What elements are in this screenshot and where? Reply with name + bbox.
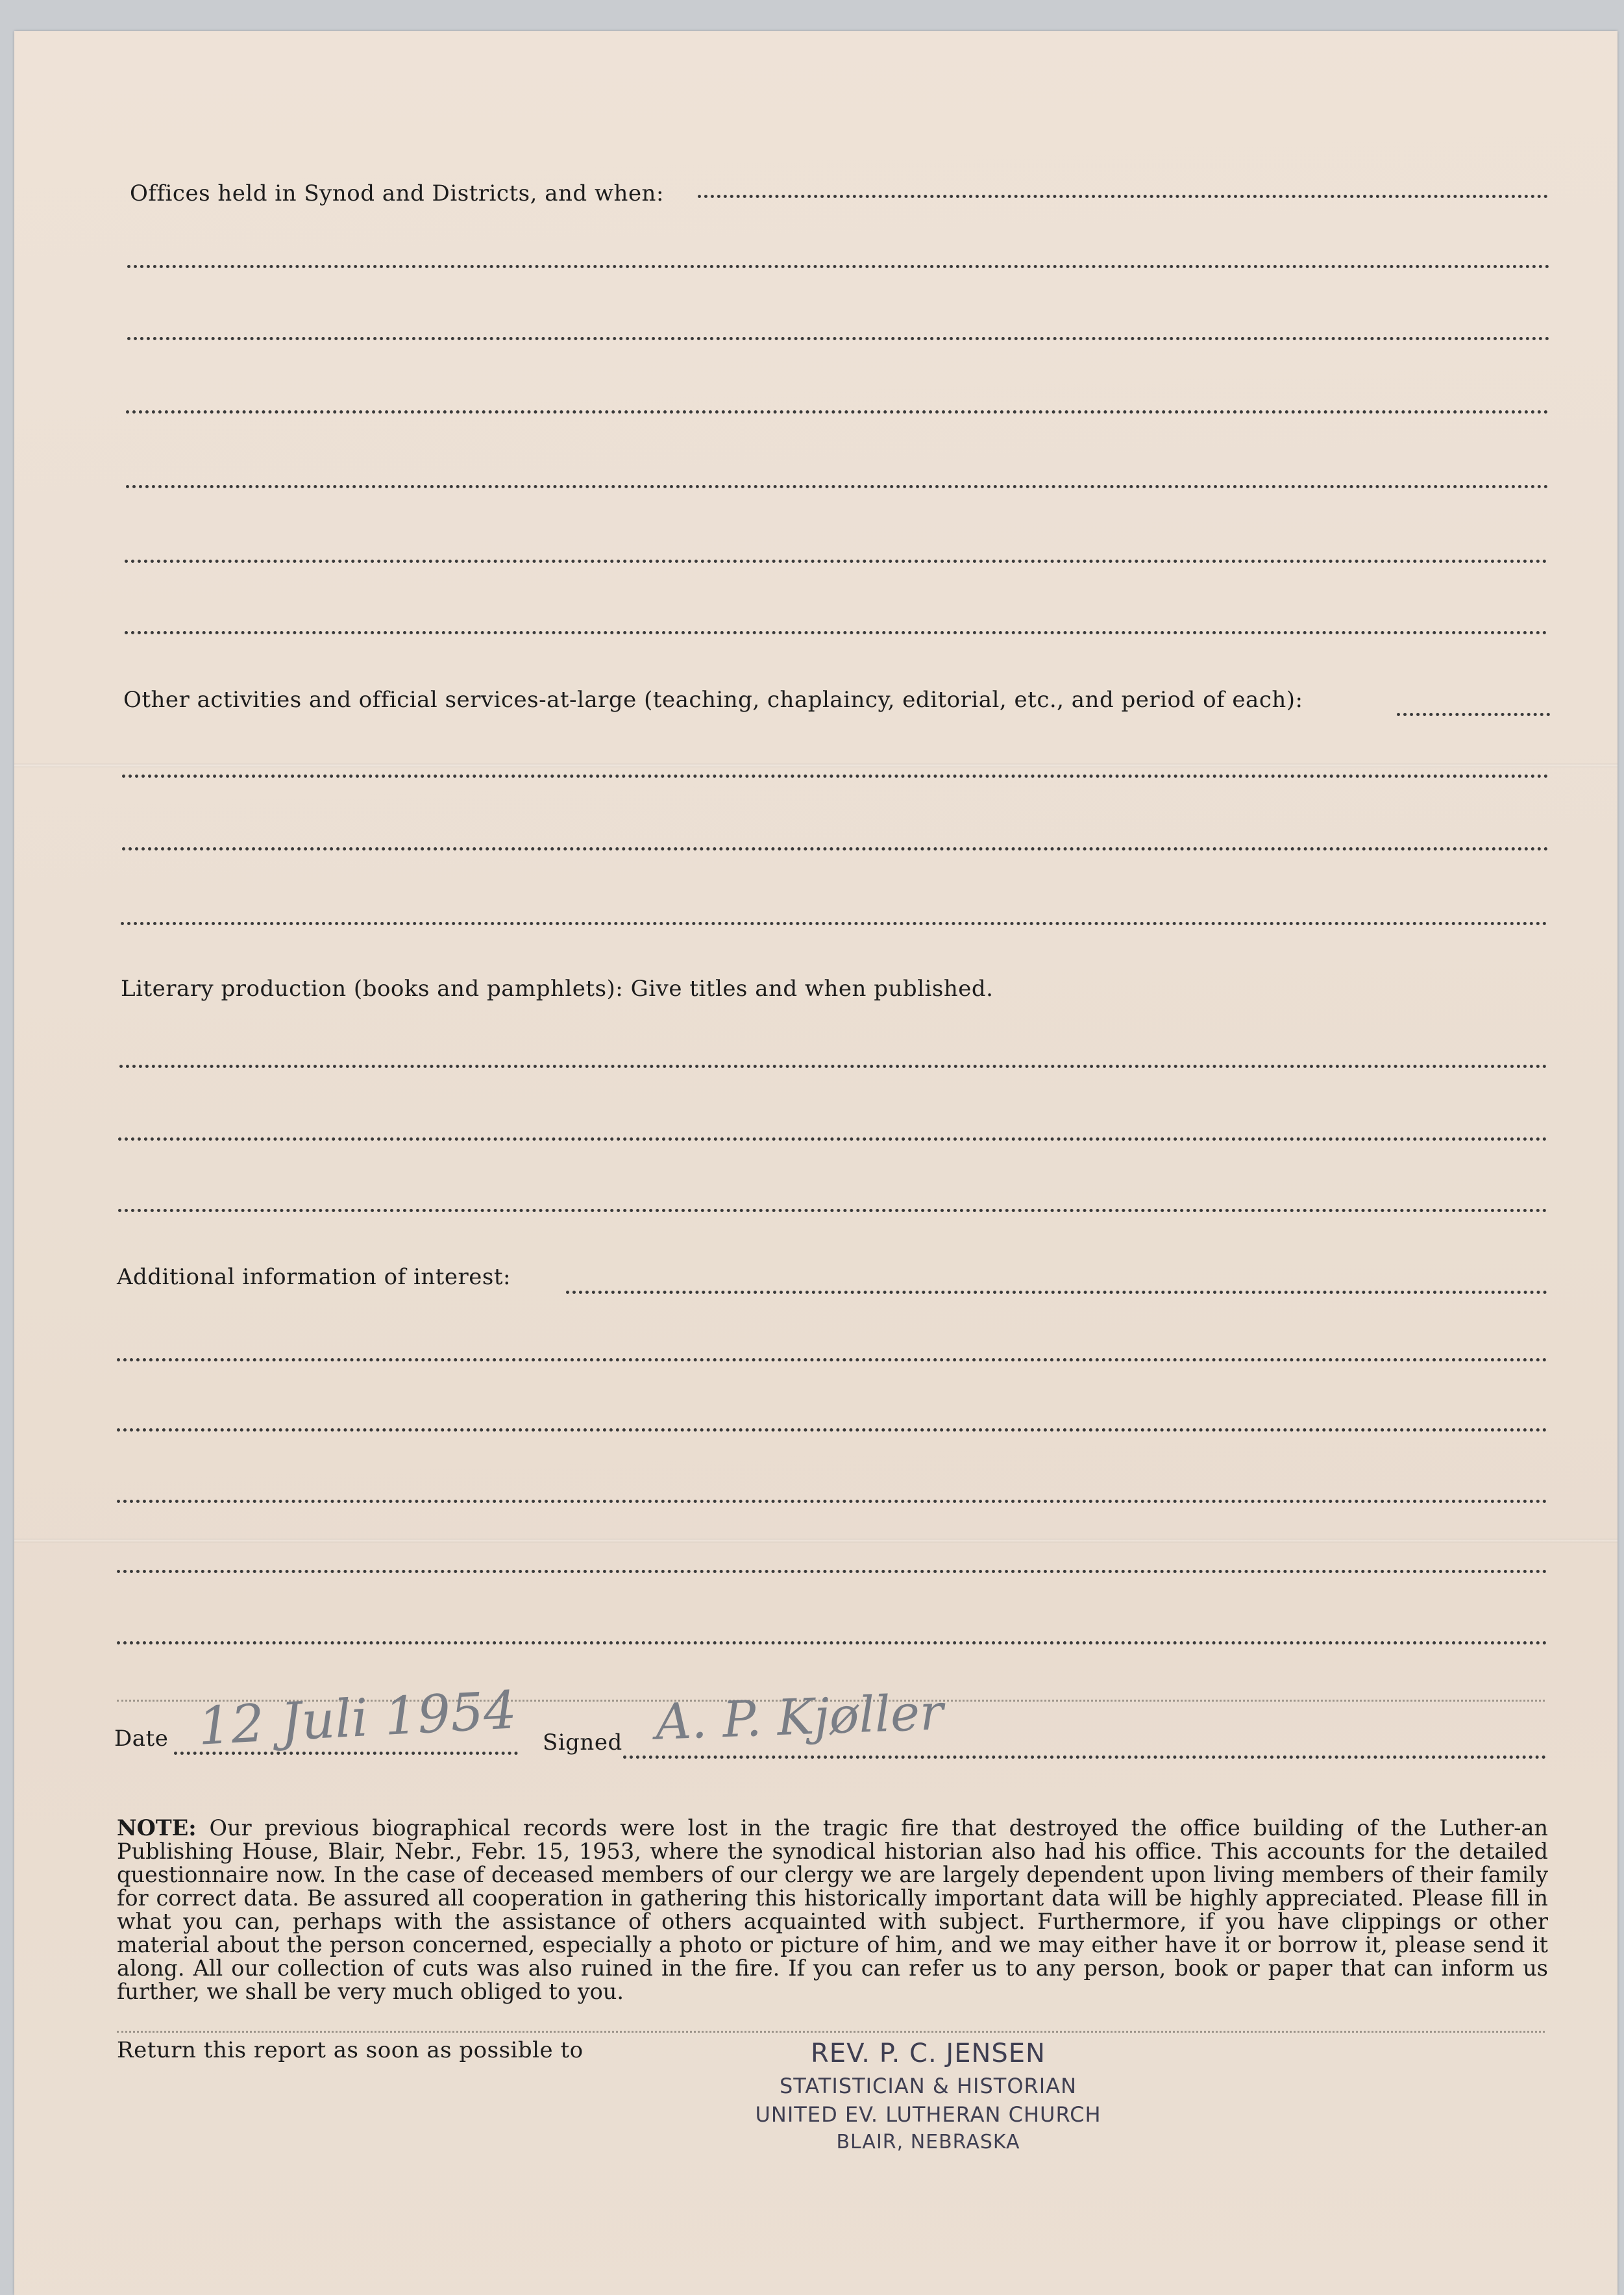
additional-line[interactable] [566,1291,1547,1294]
stamp-line: STATISTICIAN & HISTORIAN [779,2074,1077,2098]
stamp-line: BLAIR, NEBRASKA [836,2131,1020,2153]
signature-line[interactable] [623,1755,1546,1759]
address-stamp [733,2039,1123,2153]
activities-line[interactable] [1397,713,1550,716]
additional-label: Additional information of interest: [117,1264,511,1290]
paper-fold [14,763,1618,767]
note-heading: NOTE: [117,1815,197,1841]
additional-line[interactable] [117,1641,1547,1644]
literary-line[interactable] [118,1137,1547,1141]
additional-line[interactable] [117,1428,1547,1432]
activities-line[interactable] [122,775,1549,778]
activities-label: Other activities and official services-at-large (teaching, chaplaincy, editorial, etc., and period of each): [123,687,1303,713]
offices-line[interactable] [127,337,1550,340]
signature-handwritten: A. P. Kjøller [654,1683,944,1751]
offices-line[interactable] [698,195,1548,198]
note-text: Our previous biographical records were lost in the tragic fire that destroyed the office building of the Luther-an Publishing House, Blair, Nebr., Febr. 15, 1953, where the synodical historian also had his office. This accounts for the detailed questionnaire now. In the case of deceased members of our clergy we are largely dependent upon living members of their family for correct data. Be assured all cooperation in gathering this historically important data will be highly appreciated. Please fill in what you can, perhaps with the assistance of others acquainted with subject. Furthermore, if you have clippings or other material about the person concerned, especially a photo or picture of him, and we may either have it or borrow it, please send it along. All our collection of cuts was also ruined in the fire. If you can refer us to any person, book or paper that can inform us further, we shall be very much obliged to you. [117,1815,1548,2004]
additional-line[interactable] [117,1358,1547,1361]
offices-line[interactable] [125,560,1547,563]
note-paragraph [117,1817,1548,2003]
date-label: Date [114,1726,169,1752]
additional-line[interactable] [117,1570,1547,1573]
stamp-line: REV. P. C. JENSEN [811,2039,1046,2068]
offices-line[interactable] [125,631,1547,634]
offices-line[interactable] [127,265,1550,268]
separator-line [117,2031,1545,2033]
date-handwritten: 12 Juli 1954 [196,1680,519,1757]
literary-line[interactable] [118,1209,1547,1212]
offices-line[interactable] [126,410,1549,414]
stamp-line: UNITED EV. LUTHERAN CHURCH [755,2102,1101,2127]
additional-line[interactable] [117,1500,1547,1503]
activities-line[interactable] [122,847,1549,850]
offices-label: Offices held in Synod and Districts, and when: [130,180,664,206]
literary-line[interactable] [119,1065,1547,1068]
return-label: Return this report as soon as possible to [117,2037,584,2063]
offices-line[interactable] [126,485,1549,488]
activities-line[interactable] [121,922,1547,925]
literary-label: Literary production (books and pamphlets): Give titles and when published. [121,976,994,1002]
paper-fold [14,1539,1618,1543]
signed-label: Signed [543,1730,622,1755]
